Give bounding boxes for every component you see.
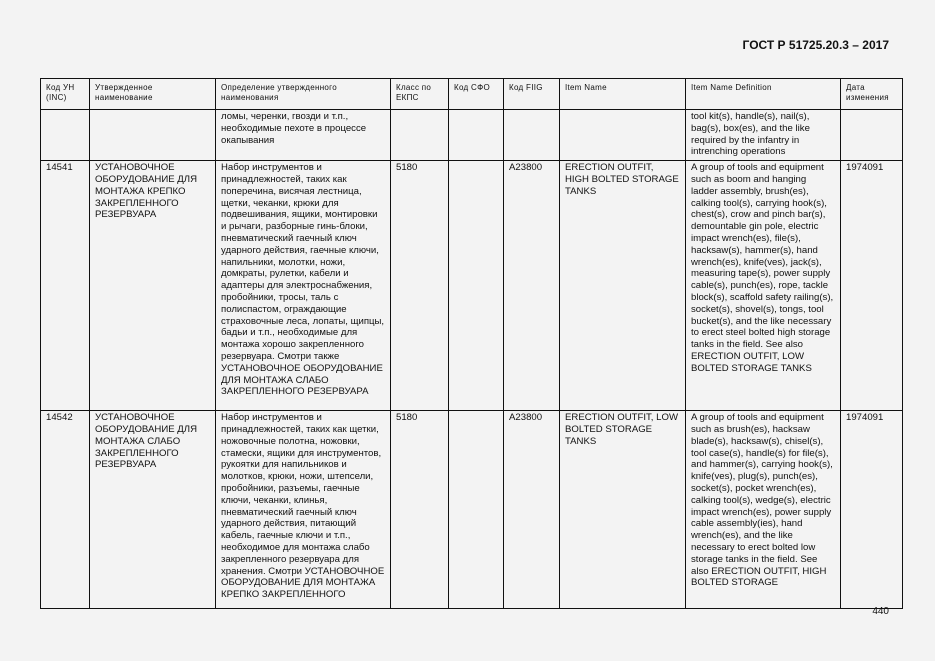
table-header-row bbox=[41, 79, 903, 110]
cell-item-definition: A group of tools and equipment such as boom and hanging ladder assembly, brush(es), calking tool(s), carrying hook(s), chest(s), crow and pinch bar(s), demountable gin pole, electric impact wrench(es), file(s), hacksaw(s), hammer(s), hand wrench(es), knife(ves), jack(s), measuring tape(s), power supply cable(s), punch(es), rope, tackle block(s), scaffold safety railing(s), socket(s), shovel(s), tongs, tool bucket(s), and the like necessary to erect steel bolted high storage tanks in the field. See also ERECTION OUTFIT, LOW BOLTED STORAGE TANKS bbox=[686, 161, 841, 411]
cell-fiig: A23800 bbox=[504, 411, 560, 609]
table-row bbox=[41, 411, 903, 609]
cell-definition: ломы, черенки, гвозди и т.п., необходимые пехоте в процессе окапывания bbox=[216, 110, 391, 161]
page-number: 440 bbox=[872, 606, 889, 617]
cell-item-definition: tool kit(s), handle(s), nail(s), bag(s), box(es), and the like required by the infantry in intrenching operations bbox=[686, 110, 841, 161]
col-header-item-definition: Item Name Definition bbox=[686, 79, 841, 110]
cell-sfo bbox=[449, 161, 504, 411]
cell-inc: 14542 bbox=[41, 411, 90, 609]
col-header-item-name: Item Name bbox=[560, 79, 686, 110]
cell-date bbox=[841, 110, 903, 161]
col-header-sfo: Код СФО bbox=[449, 79, 504, 110]
col-header-inc: Код УН (INC) bbox=[41, 79, 90, 110]
cell-date: 1974091 bbox=[841, 161, 903, 411]
cell-date: 1974091 bbox=[841, 411, 903, 609]
cell-sfo bbox=[449, 110, 504, 161]
cell-fiig bbox=[504, 110, 560, 161]
standard-designation: ГОСТ Р 51725.20.3 – 2017 bbox=[742, 38, 889, 52]
table-row bbox=[41, 110, 903, 161]
col-header-ekps: Класс по ЕКПС bbox=[391, 79, 449, 110]
cell-item-name: ERECTION OUTFIT, HIGH BOLTED STORAGE TANKS bbox=[560, 161, 686, 411]
cell-item-definition: A group of tools and equipment such as brush(es), hacksaw blade(s), hacksaw(s), chisel(s), tool case(s), handle(s) for file(s), and hammer(s), carrying hook(s), knife(ves), plug(s), punch(es), socket(s), pocket wrench(es), calking tool(s), wedge(s), electric impact wrench(es), power supply cable assembly(ies), hand wrench(es), and the like necessary to erect bolted low storage tanks in the field. See also ERECTION OUTFIT, HIGH BOLTED STORAGE bbox=[686, 411, 841, 609]
col-header-name: Утвержденное наименование bbox=[90, 79, 216, 110]
col-header-fiig: Код FIIG bbox=[504, 79, 560, 110]
cell-name: УСТАНОВОЧНОЕ ОБОРУДОВАНИЕ ДЛЯ МОНТАЖА СЛАБО ЗАКРЕПЛЕННОГО РЕЗЕРВУАРА bbox=[90, 411, 216, 609]
cell-fiig: A23800 bbox=[504, 161, 560, 411]
cell-item-name bbox=[560, 110, 686, 161]
cell-ekps: 5180 bbox=[391, 161, 449, 411]
catalog-table bbox=[40, 78, 903, 609]
cell-ekps: 5180 bbox=[391, 411, 449, 609]
cell-definition: Набор инструментов и принадлежностей, таких как поперечина, висячая лестница, щетки, чеканки, крюки для подвешивания, ящики, монтировки и рычаги, разборные гинь-блоки, пневматический гаечный ключ ударного действия, гаечные ключи, напильники, молотки, ножи, домкраты, рулетки, кабели и адаптеры для электроснабжения, пробойники, тросы, таль с полиспастом, ограждающие страховочные леса, лопаты, щипцы, бадьи и т.п., необходимые для монтажа хорошо закрепленного резервуара. Смотри также УСТАНОВОЧНОЕ ОБОРУДОВАНИЕ ДЛЯ МОНТАЖА СЛАБО ЗАКРЕПЛЕННОГО РЕЗЕРВУАРА bbox=[216, 161, 391, 411]
cell-name bbox=[90, 110, 216, 161]
cell-inc: 14541 bbox=[41, 161, 90, 411]
cell-item-name: ERECTION OUTFIT, LOW BOLTED STORAGE TANKS bbox=[560, 411, 686, 609]
table-row bbox=[41, 161, 903, 411]
col-header-date: Дата изменения bbox=[841, 79, 903, 110]
cell-name: УСТАНОВОЧНОЕ ОБОРУДОВАНИЕ ДЛЯ МОНТАЖА КРЕПКО ЗАКРЕПЛЕННОГО РЕЗЕРВУАРА bbox=[90, 161, 216, 411]
cell-ekps bbox=[391, 110, 449, 161]
cell-inc bbox=[41, 110, 90, 161]
col-header-definition: Определение утвержденного наименования bbox=[216, 79, 391, 110]
cell-sfo bbox=[449, 411, 504, 609]
cell-definition: Набор инструментов и принадлежностей, таких как щетки, ножовочные полотна, ножовки, стамески, ящики для инструментов, рукоятки для напильников и молотков, крюки, ножи, штепсели, пробойники, разъемы, гаечные ключи, чеканки, клинья, пневматический гаечный ключ ударного действия, питающий кабель, гаечные ключи и т.п., необходимое для монтажа слабо закрепленного резервуара для хранения. Смотри УСТАНОВОЧНОЕ ОБОРУДОВАНИЕ ДЛЯ МОНТАЖА КРЕПКО ЗАКРЕПЛЕННОГО bbox=[216, 411, 391, 609]
